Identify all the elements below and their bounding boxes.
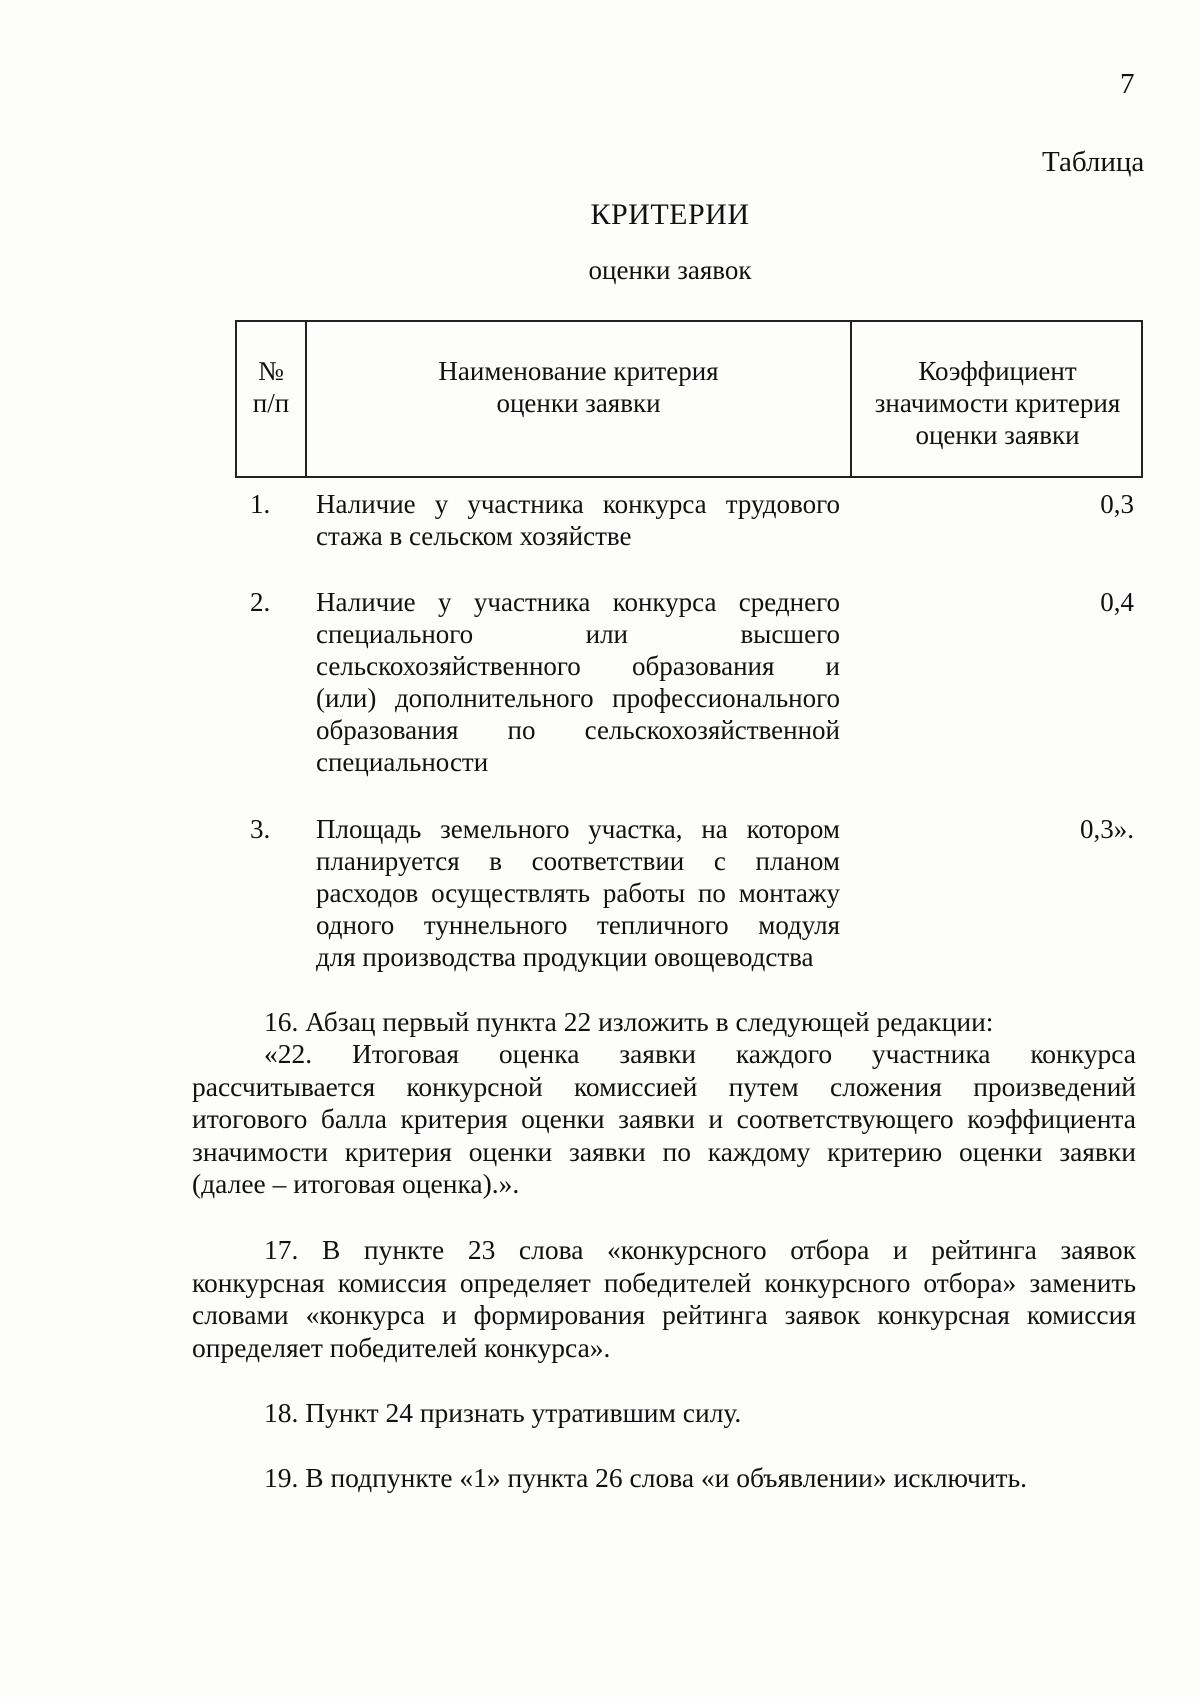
paragraph-19 <box>192 1462 1136 1495</box>
criterion-line: Наличие у участника конкурса трудового <box>316 489 840 519</box>
paragraph-16 <box>192 1006 1136 1039</box>
row-number: 2. <box>250 587 271 617</box>
document-subtitle: оценки заявок <box>588 255 752 285</box>
paragraph-line: «22. Итоговая оценка заявки каждого участника конкурса <box>264 1038 1136 1069</box>
paragraph-17 <box>192 1234 1136 1364</box>
paragraph-line: 19. В подпункте «1» пункта 26 слова «и объявлении» исключить. <box>264 1462 1027 1493</box>
criterion-line: расходов осуществлять работы по монтажу <box>316 878 840 908</box>
criterion-line: Наличие у участника конкурса среднего <box>316 587 840 617</box>
paragraph-22-quote <box>192 1038 1136 1201</box>
row-criterion <box>316 586 840 778</box>
criterion-line: специальности <box>316 747 489 777</box>
paragraph-line: рассчитывается конкурсной комиссией путем сложения произведений <box>192 1070 1136 1102</box>
criterion-line: образования по сельскохозяйственной <box>316 715 840 745</box>
paragraph-line: 17. В пункте 23 слова «конкурсного отбора и рейтинга заявок <box>264 1234 1136 1265</box>
criterion-line: специального или высшего <box>316 619 840 649</box>
table-label: Таблица <box>1042 146 1145 178</box>
header-number <box>235 355 307 419</box>
paragraph-line: 18. Пункт 24 признать утратившим силу. <box>264 1397 742 1428</box>
row-criterion <box>316 813 840 973</box>
criterion-line: (или) дополнительного профессионального <box>316 683 840 713</box>
header-name-line: оценки заявки <box>496 388 661 418</box>
row-criterion <box>316 488 840 552</box>
row-coefficient: 0,4 <box>1100 587 1134 617</box>
header-name-line: Наименование критерия <box>438 356 719 386</box>
criterion-line: сельскохозяйственного образования и <box>316 651 840 681</box>
row-coefficient: 0,3 <box>1100 489 1134 519</box>
header-coefficient <box>852 355 1143 451</box>
document-title: КРИТЕРИИ <box>590 198 750 231</box>
criterion-line: стажа в сельском хозяйстве <box>316 521 632 551</box>
header-coef-line: Коэффициент <box>918 356 1077 386</box>
criterion-line: для производства продукции овощеводства <box>316 942 814 972</box>
paragraph-18 <box>192 1397 1136 1430</box>
header-number-line: п/п <box>252 388 290 418</box>
row-number: 1. <box>250 489 271 519</box>
paragraph-line: 16. Абзац первый пункта 22 изложить в следующей редакции: <box>264 1006 994 1037</box>
row-number: 3. <box>250 814 271 844</box>
paragraph-line: словами «конкурса и формирования рейтинга заявок конкурсная комиссия <box>192 1299 1136 1330</box>
paragraph-line: конкурсная комиссия определяет победителей конкурсного отбора» заменить <box>192 1266 1136 1298</box>
paragraph-line: (далее – итоговая оценка).». <box>192 1168 520 1199</box>
criterion-line: планируется в соответствии с планом <box>316 846 840 876</box>
header-number-line: № <box>258 356 284 386</box>
criterion-line: Площадь земельного участка, на котором <box>316 814 840 844</box>
header-coef-line: оценки заявки <box>915 420 1080 450</box>
paragraph-line: итогового балла критерия оценки заявки и соответствующего коэффициента <box>192 1103 1136 1134</box>
header-criterion-name <box>307 355 850 419</box>
paragraph-line: определяет победителей конкурса». <box>192 1331 611 1363</box>
criterion-line: одного туннельного тепличного модуля <box>316 910 840 940</box>
header-coef-line: значимости критерия <box>874 388 1121 418</box>
paragraph-line: значимости критерия оценки заявки по каждому критерию оценки заявки <box>192 1135 1136 1167</box>
page-number: 7 <box>1120 68 1135 100</box>
row-coefficient: 0,3». <box>1080 814 1134 844</box>
